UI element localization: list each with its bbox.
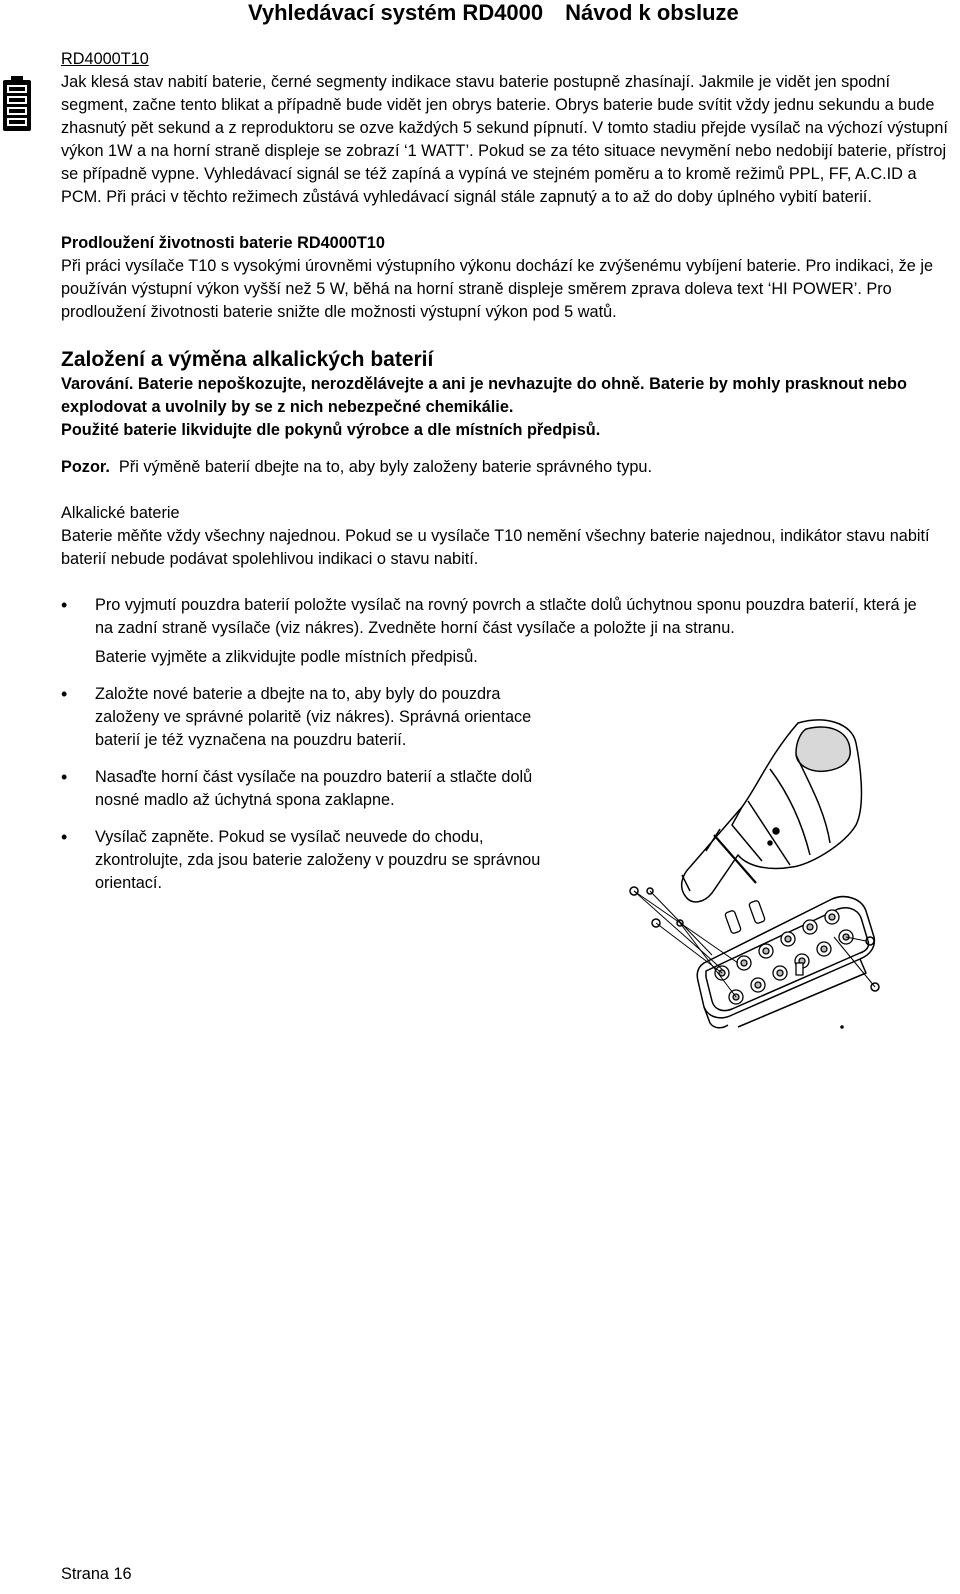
heading-battery-replacement: Založení a výměna alkalických baterií <box>61 348 434 371</box>
list-item-text: Založte nové baterie a dbejte na to, aby byly do pouzdra založeny ve správné polaritě (viz nákres). Správná orientace baterií je též vyznačena na pouzdru baterií. <box>95 685 532 749</box>
header-title: Vyhledávací systém RD4000 <box>248 0 544 25</box>
disposal-paragraph: Použité baterie likvidujte dle pokynů výrobce a dle místních předpisů. <box>61 421 601 439</box>
page-header <box>248 0 739 26</box>
list-item <box>61 766 545 812</box>
page-number: Strana 16 <box>61 1565 132 1583</box>
alkaline-paragraph: Baterie měňte vždy všechny najednou. Pokud se u vysílače T10 nemění všechny baterie najednou, indikátor stavu nabití baterií nebude podávat spolehlivou indikaci o stavu nabití. <box>61 527 930 568</box>
list-item-text: Pro vyjmutí pouzdra baterií položte vysílač na rovný povrch a stlačte dolů úchytnou sponu pouzdra baterií, která je na zadní straně vysílače (viz nákres). Zvedněte horní část vysílače a položte ji na stranu. <box>95 596 917 637</box>
caution-paragraph <box>61 456 956 479</box>
battery-life-paragraph: Při práci vysílače T10 s vysokými úrovněmi výstupního výkonu dochází ke zvýšenému vybíjení baterie. Pro indikaci, že je používán výstupní výkon vyšší než 5 W, běhá na horní straně displeje směrem zprava doleva text ‘HI POWER’. Pro prodloužení životnosti baterie snižte dle možnosti výstupní výkon pod 5 watů. <box>61 257 934 321</box>
section-title-battery-life: Prodloužení životnosti baterie RD4000T10 <box>61 234 385 252</box>
caution-label: Pozor. <box>61 458 110 476</box>
list-item <box>61 826 545 895</box>
list-item <box>61 683 545 752</box>
warning-paragraph: Varování. Baterie nepoškozujte, nerozdělávejte a ani je nevhazujte do ohně. Baterie by mohly prasknout nebo explodovat a uvolnily by se z nich nebezpečné chemikálie. <box>61 375 907 416</box>
list-item-text: Nasaďte horní část vysílače na pouzdro baterií a stlačte dolů nosné madlo až úchytná spona zaklapne. <box>95 768 533 809</box>
header-subtitle: Návod k obsluze <box>565 0 739 25</box>
battery-status-paragraph: Jak klesá stav nabití baterie, černé segmenty indikace stavu baterie postupně zhasínají. Jakmile je vidět jen spodní segment, začne tento blikat a případně bude vidět jen obrys baterie. Obrys baterie bude svítit vždy jednu sekundu a bude zhasnutý pět sekund a z reproduktoru se ozve každých 5 sekund pípnutí. V tomto stadiu přejde vysílač na výchozí výstupní výkon 1W a na horní straně displeje se zobrazí ‘1 WATT’. Pokud se za této situace nevymění nebo nedobijí baterie, přístroj se případně vypne. Vyhledávací signál se též zapíná a vypíná ve stejném poměru a to kromě režimů PPL, FF, A.C.ID a PCM. Při práci v těchto režimech zůstává vyhledávací signál stále zapnutý a to až do doby úplného vybití baterií. <box>61 73 948 206</box>
list-item-subtext: Baterie vyjměte a zlikvidujte podle místních předpisů. <box>95 648 478 666</box>
list-item-text: Vysílač zapněte. Pokud se vysílač neuvede do chodu, zkontrolujte, zda jsou baterie založeny v pouzdru se správnou orientací. <box>95 828 541 892</box>
caution-text: Při výměně baterií dbejte na to, aby byly založeny baterie správného typu. <box>118 458 652 476</box>
transmitter-battery-illustration <box>620 715 895 1030</box>
section-title-alkaline: Alkalické baterie <box>61 504 180 522</box>
section-label: RD4000T10 <box>61 50 149 68</box>
list-item <box>61 594 935 669</box>
battery-icon <box>2 76 32 132</box>
